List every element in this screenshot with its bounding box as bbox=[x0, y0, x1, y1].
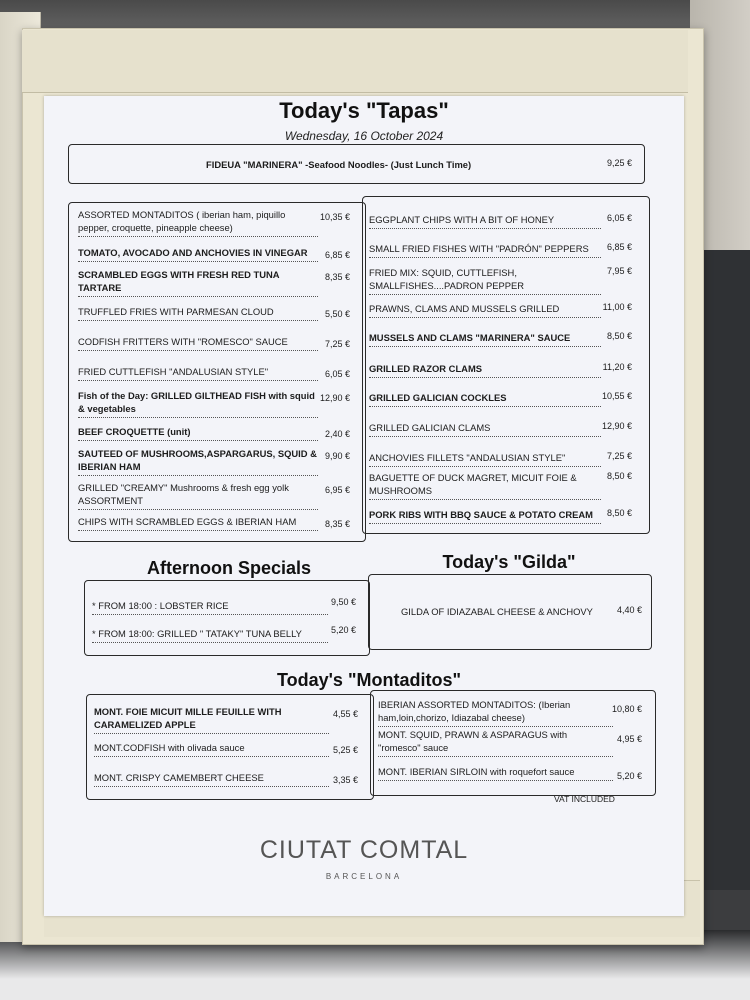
tapas-right-item-divider bbox=[369, 436, 601, 437]
tapas-left-item-price: 6,95 € bbox=[324, 485, 350, 495]
tapas-left-item-divider bbox=[78, 509, 318, 510]
tapas-right-item-price: 11,20 € bbox=[602, 362, 632, 372]
tapas-right-item-divider bbox=[369, 523, 601, 524]
tapas-left-item-name: CODFISH FRITTERS WITH "ROMESCO" SAUCE bbox=[78, 336, 288, 347]
montaditos-left-item-divider bbox=[94, 786, 329, 787]
gilda-title: Today's "Gilda" bbox=[442, 552, 576, 572]
tapas-right-item-divider bbox=[369, 377, 601, 378]
tapas-left-item-price: 9,90 € bbox=[324, 451, 350, 461]
tapas-left-item-divider bbox=[78, 350, 318, 351]
tapas-right-item-price: 7,25 € bbox=[606, 451, 632, 461]
montaditos-right-item-price: 5,20 € bbox=[616, 771, 642, 781]
tapas-right-item-name: PORK RIBS WITH BBQ SAUCE & POTATO CREAM bbox=[369, 509, 593, 520]
page-title: Today's "Tapas" bbox=[279, 98, 449, 123]
montaditos-right-item-price: 10,80 € bbox=[611, 704, 642, 714]
tapas-right-item-name: SMALL FRIED FISHES WITH "PADRÓN" PEPPERS bbox=[369, 243, 589, 254]
tapas-left-item-price: 5,50 € bbox=[324, 309, 350, 319]
afternoon-specials-box bbox=[84, 580, 370, 656]
tapas-right-item-divider bbox=[369, 346, 601, 347]
montaditos-left-item-divider bbox=[94, 756, 329, 757]
tapas-right-item-divider bbox=[369, 228, 601, 229]
tapas-right-item-divider bbox=[369, 499, 601, 500]
tapas-left-item-divider bbox=[78, 530, 318, 531]
tapas-left-item-divider bbox=[78, 296, 318, 297]
tapas-left-item-divider bbox=[78, 440, 318, 441]
tapas-right-item-name: BAGUETTE OF DUCK MAGRET, MICUIT FOIE & MUSHROOMS bbox=[369, 472, 577, 496]
afternoon-item-price: 5,20 € bbox=[330, 625, 356, 635]
tapas-left-item-name: CHIPS WITH SCRAMBLED EGGS & IBERIAN HAM bbox=[78, 516, 297, 527]
afternoon-item-divider bbox=[92, 614, 328, 615]
tapas-right-item-divider bbox=[369, 466, 601, 467]
gilda-item-price: 4,40 € bbox=[616, 605, 642, 615]
tapas-right-item-price: 12,90 € bbox=[601, 421, 632, 431]
afternoon-item-name: * FROM 18:00 : LOBSTER RICE bbox=[92, 600, 229, 611]
montaditos-right-item-name: MONT. IBERIAN SIRLOIN with roquefort sauce bbox=[378, 766, 575, 777]
tapas-left-item-name: TRUFFLED FRIES WITH PARMESAN CLOUD bbox=[78, 306, 274, 317]
tapas-left-item-name: ASSORTED MONTADITOS ( iberian ham, piquillo pepper, croquette, pineapple cheese) bbox=[78, 209, 286, 233]
tapas-left-item-name: SAUTEED OF MUSHROOMS,ASPARGARUS, SQUID & IBERIAN HAM bbox=[78, 448, 317, 472]
tapas-right-item-price: 10,55 € bbox=[601, 391, 632, 401]
tapas-left-item-price: 6,85 € bbox=[324, 250, 350, 260]
montaditos-left-item-name: MONT. CRISPY CAMEMBERT CHEESE bbox=[94, 772, 264, 783]
tapas-right-item-name: GRILLED GALICIAN CLAMS bbox=[369, 422, 491, 433]
tapas-left-item-name: SCRAMBLED EGGS WITH FRESH RED TUNA TARTARE bbox=[78, 269, 280, 293]
afternoon-item-name: * FROM 18:00: GRILLED " TATAKY" TUNA BELLY bbox=[92, 628, 302, 639]
tapas-right-item-divider bbox=[369, 317, 601, 318]
special-price: 9,25 € bbox=[606, 158, 632, 168]
tapas-right-item-price: 8,50 € bbox=[606, 471, 632, 481]
tapas-right-item-name: FRIED MIX: SQUID, CUTTLEFISH, SMALLFISHES....PADRON PEPPER bbox=[369, 267, 525, 291]
tapas-right-item-name: EGGPLANT CHIPS WITH A BIT OF HONEY bbox=[369, 214, 555, 225]
tapas-right-item-name: GRILLED RAZOR CLAMS bbox=[369, 363, 483, 374]
vat-note: VAT INCLUDED bbox=[554, 794, 615, 804]
montaditos-right-item-divider bbox=[378, 726, 613, 727]
binder-top-flap bbox=[22, 30, 688, 93]
montaditos-right-item-divider bbox=[378, 780, 613, 781]
tapas-right-item-price: 11,00 € bbox=[602, 302, 632, 312]
tapas-left-item-price: 8,35 € bbox=[324, 272, 350, 282]
montaditos-right-item-divider bbox=[378, 756, 613, 757]
tapas-right-item-price: 8,50 € bbox=[606, 331, 632, 341]
montaditos-left-item-price: 5,25 € bbox=[332, 745, 358, 755]
montaditos-title: Today's "Montaditos" bbox=[276, 670, 462, 690]
tapas-right-item-name: ANCHOVIES FILLETS "ANDALUSIAN STYLE" bbox=[369, 452, 566, 463]
menu-date: Wednesday, 16 October 2024 bbox=[284, 129, 444, 143]
tapas-left-item-name: BEEF CROQUETTE (unit) bbox=[78, 426, 191, 437]
tapas-left-item-name: TOMATO, AVOCADO AND ANCHOVIES IN VINEGAR bbox=[78, 247, 308, 258]
montaditos-left-item-price: 3,35 € bbox=[332, 775, 358, 785]
tapas-left-item-price: 7,25 € bbox=[324, 339, 350, 349]
special-name: FIDEUA "MARINERA" -Seafood Noodles- (Just Lunch Time) bbox=[206, 159, 472, 170]
menu-sheet bbox=[44, 96, 684, 916]
tapas-left-item-divider bbox=[78, 261, 318, 262]
tapas-left-item-price: 6,05 € bbox=[324, 369, 350, 379]
tapas-left-item-price: 12,90 € bbox=[319, 393, 350, 403]
montaditos-left-item-price: 4,55 € bbox=[332, 709, 358, 719]
tapas-left-item-divider bbox=[78, 320, 318, 321]
tapas-left-item-price: 10,35 € bbox=[319, 212, 350, 222]
montaditos-right-item-name: MONT. SQUID, PRAWN & ASPARAGUS with "romesco" sauce bbox=[378, 729, 568, 753]
tapas-right-item-divider bbox=[369, 406, 601, 407]
tapas-left-item-divider bbox=[78, 236, 318, 237]
tapas-right-item-price: 8,50 € bbox=[606, 508, 632, 518]
tapas-right-item-name: MUSSELS AND CLAMS "MARINERA" SAUCE bbox=[369, 332, 571, 343]
tapas-right-item-name: GRILLED GALICIAN COCKLES bbox=[369, 392, 507, 403]
tapas-right-item-price: 6,05 € bbox=[606, 213, 632, 223]
montaditos-left-item-name: MONT.CODFISH with olivada sauce bbox=[94, 742, 245, 753]
brand-city: BARCELONA bbox=[325, 872, 403, 881]
tapas-left-item-price: 2,40 € bbox=[324, 429, 350, 439]
tapas-right-item-divider bbox=[369, 294, 601, 295]
tapas-left-item-divider bbox=[78, 417, 318, 418]
tapas-right-item-price: 6,85 € bbox=[606, 242, 632, 252]
tapas-left-item-price: 8,35 € bbox=[324, 519, 350, 529]
tapas-left-item-divider bbox=[78, 380, 318, 381]
afternoon-specials-title: Afternoon Specials bbox=[146, 558, 312, 578]
tapas-left-item-name: GRILLED "CREAMY" Mushrooms & fresh egg yolk ASSORTMENT bbox=[78, 482, 289, 506]
tapas-right-item-price: 7,95 € bbox=[606, 266, 632, 276]
tapas-left-item-name: FRIED CUTTLEFISH "ANDALUSIAN STYLE" bbox=[78, 366, 269, 377]
gilda-item-name: GILDA OF IDIAZABAL CHEESE & ANCHOVY bbox=[401, 606, 593, 617]
brand-logo: CIUTAT COMTAL bbox=[259, 836, 469, 864]
tapas-right-item-divider bbox=[369, 257, 601, 258]
montaditos-right-item-price: 4,95 € bbox=[616, 734, 642, 744]
afternoon-item-divider bbox=[92, 642, 328, 643]
montaditos-right-item-name: IBERIAN ASSORTED MONTADITOS: (Iberian ham,loin,chorizo, Idiazabal cheese) bbox=[378, 699, 571, 723]
tapas-left-item-divider bbox=[78, 475, 318, 476]
montaditos-left-item-divider bbox=[94, 733, 329, 734]
montaditos-left-item-name: MONT. FOIE MICUIT MILLE FEUILLE WITH CARAMELIZED APPLE bbox=[94, 706, 282, 730]
afternoon-item-price: 9,50 € bbox=[330, 597, 356, 607]
tapas-right-item-name: PRAWNS, CLAMS AND MUSSELS GRILLED bbox=[369, 303, 560, 314]
tapas-left-item-name: Fish of the Day: GRILLED GILTHEAD FISH with squid & vegetables bbox=[78, 390, 315, 414]
